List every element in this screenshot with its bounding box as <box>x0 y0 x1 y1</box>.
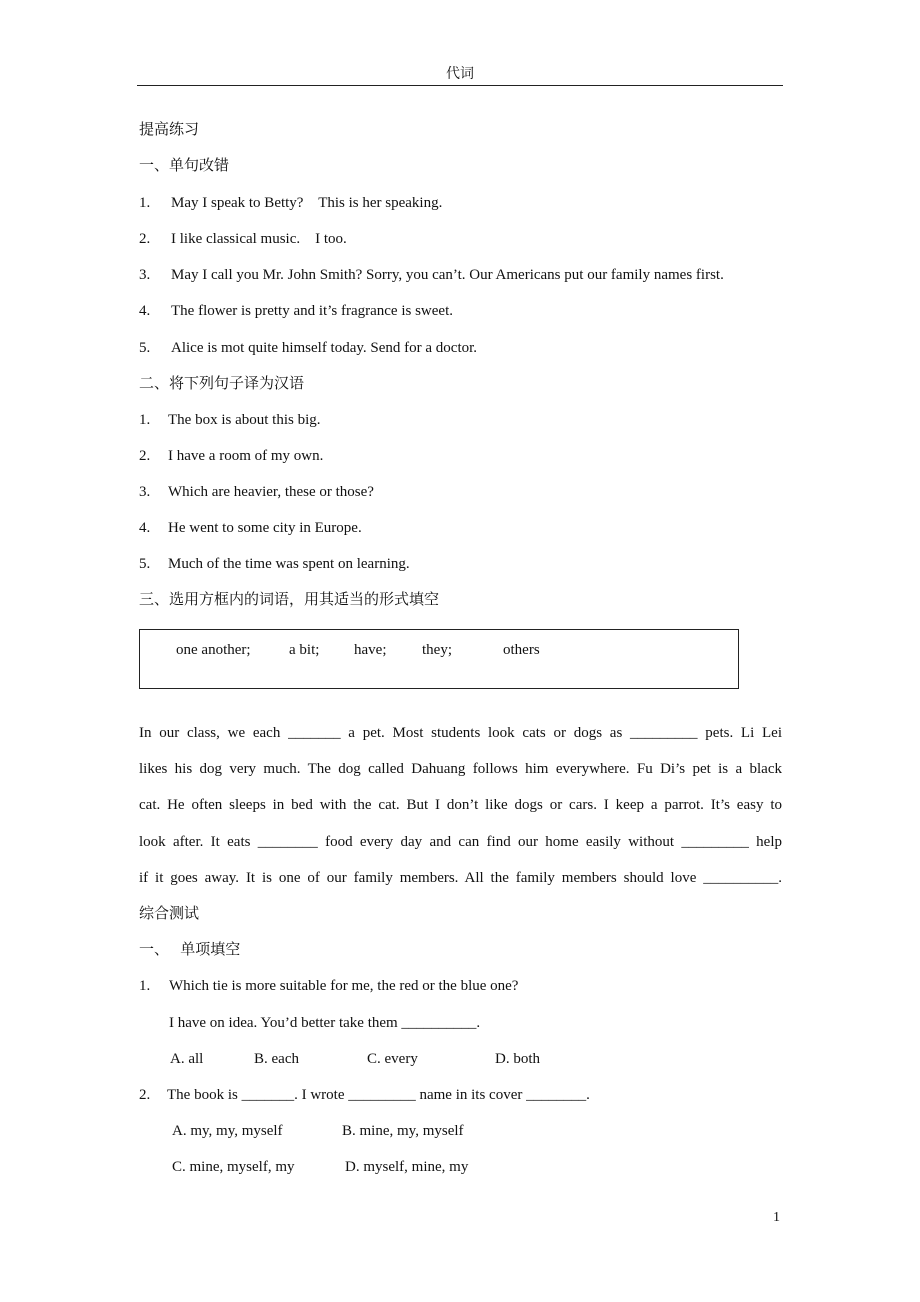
word-option: a bit; <box>289 642 320 658</box>
word-option: they; <box>422 642 452 658</box>
item-number: 5. <box>139 556 151 572</box>
page-number: 1 <box>773 1210 780 1225</box>
item-number: 2. <box>139 231 151 247</box>
item-number: 1. <box>139 195 151 211</box>
item-text: Which are heavier, these or those? <box>168 484 374 500</box>
item-text: Much of the time was spent on learning. <box>168 556 410 572</box>
answer-option: C. every <box>367 1051 418 1067</box>
answer-option: B. each <box>254 1051 299 1067</box>
item-text: Alice is mot quite himself today. Send for a doctor. <box>171 340 478 356</box>
word-option: one another; <box>176 642 251 658</box>
part-heading: 一、单句改错 <box>139 158 230 174</box>
passage-line: if it goes away. It is one of our family members. All the family members should love __________. <box>139 870 782 886</box>
section-title: 提高练习 <box>139 122 200 138</box>
item-text: May I speak to Betty? This is her speaking. <box>171 195 443 211</box>
passage-line: look after. It eats ________ food every day and can find our home easily without _________ help <box>139 834 782 850</box>
item-number: 3. <box>139 484 151 500</box>
item-text: I have a room of my own. <box>168 448 324 464</box>
question-number: 2. <box>139 1087 151 1103</box>
passage-line: likes his dog very much. The dog called Dahuang follows him everywhere. Fu Di’s pet is a black <box>139 761 782 777</box>
item-number: 5. <box>139 340 151 356</box>
answer-option: D. myself, mine, my <box>345 1159 469 1175</box>
page-header: 代词 <box>446 67 474 82</box>
section-title: 综合测试 <box>139 906 200 922</box>
item-text: I like classical music. I too. <box>171 231 347 247</box>
item-text: The box is about this big. <box>168 412 321 428</box>
part-heading: 二、将下列句子译为汉语 <box>139 376 305 392</box>
answer-option: A. my, my, myself <box>172 1123 283 1139</box>
word-box <box>139 629 739 689</box>
answer-option: B. mine, my, myself <box>342 1123 464 1139</box>
item-text: May I call you Mr. John Smith? Sorry, you can’t. Our Americans put our family names first. <box>171 267 724 283</box>
answer-option: A. all <box>170 1051 204 1067</box>
item-text: The flower is pretty and it’s fragrance is sweet. <box>171 303 453 319</box>
item-number: 4. <box>139 520 151 536</box>
word-option: others <box>503 642 540 658</box>
passage-line: cat. He often sleeps in bed with the cat. But I don’t like dogs or cars. I keep a parrot. It’s easy to <box>139 797 782 813</box>
part-heading: 一、 单项填空 <box>139 942 241 958</box>
part-heading: 三、选用方框内的词语，用其适当的形式填空 <box>139 592 440 608</box>
question-text: Which tie is more suitable for me, the red or the blue one? <box>169 978 519 994</box>
item-number: 4. <box>139 303 151 319</box>
item-number: 3. <box>139 267 151 283</box>
passage-line: In our class, we each _______ a pet. Most students look cats or dogs as _________ pets. Li Lei <box>139 725 782 741</box>
answer-option: C. mine, myself, my <box>172 1159 295 1175</box>
item-number: 2. <box>139 448 151 464</box>
item-text: He went to some city in Europe. <box>168 520 362 536</box>
question-followup: I have on idea. You’d better take them __________. <box>169 1015 481 1031</box>
word-option: have; <box>354 642 387 658</box>
question-number: 1. <box>139 978 151 994</box>
header-rule <box>137 85 783 86</box>
answer-option: D. both <box>495 1051 540 1067</box>
item-number: 1. <box>139 412 151 428</box>
question-text: The book is _______. I wrote _________ name in its cover ________. <box>167 1087 590 1103</box>
